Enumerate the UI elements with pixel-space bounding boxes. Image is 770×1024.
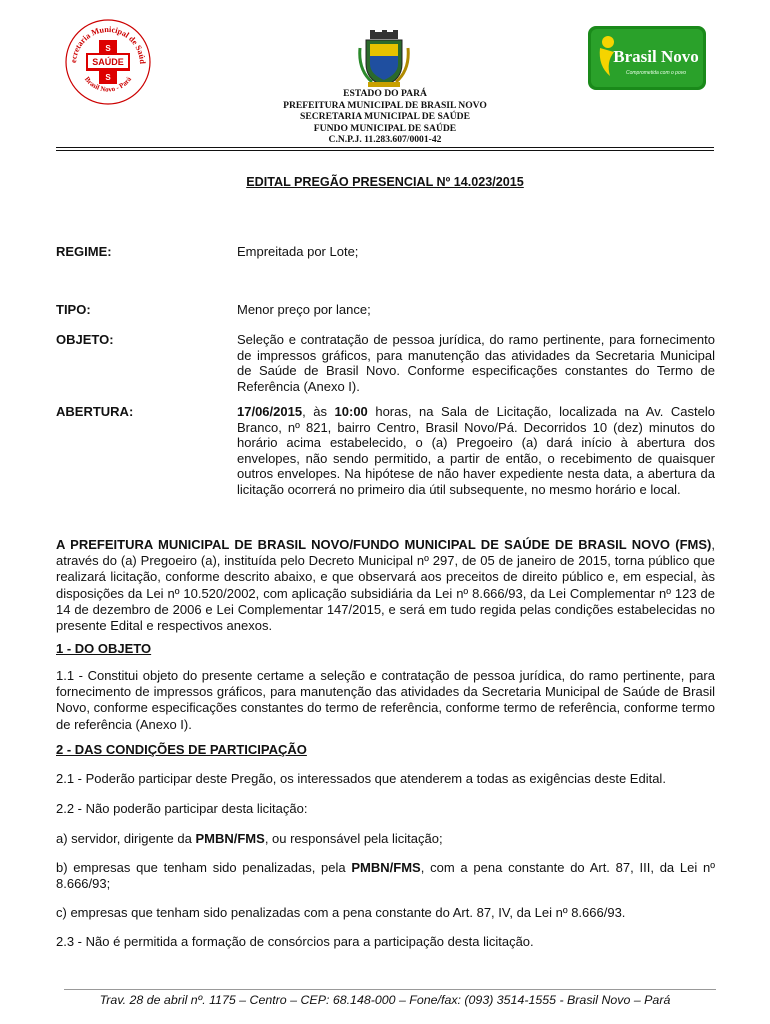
abertura-label: ABERTURA: (56, 404, 134, 419)
objeto-value: Seleção e contratação de pessoa jurídica, do ramo pertinente, para fornecimento de impressos gráficos, para manutenção das atividades da Secretaria Municipal de Saúde de Brasil Novo. Conforme especificações constantes do Termo de Referência (Anexo I). (237, 332, 715, 394)
tipo-value: Menor preço por lance; (237, 302, 371, 317)
footer-address: Trav. 28 de abril nº. 1175 – Centro – CEP: 68.148-000 – Fone/fax: (093) 3514-1555 - Brasil Novo – Pará (99, 993, 671, 1007)
regime-value: Empreitada por Lote; (237, 244, 359, 259)
brasil-novo-logo (588, 26, 706, 90)
svg-text:Brasil Novo - Pará: Brasil Novo - Pará (82, 75, 134, 94)
letterhead-line-cnpj: C.N.P.J. 11.283.607/0001-42 (328, 134, 442, 146)
svg-text:S: S (105, 44, 111, 53)
regime-label: REGIME: (56, 244, 112, 259)
objeto-label: OBJETO: (56, 332, 114, 347)
intro-text: , através do (a) Pregoeiro (a), instituída pelo Decreto Municipal nº 297, de 05 de janeiro de 2015, torna público que realizará licitação, conforme descrito abaixo, e que observará aos preceitos de direito público e, em especial, às disposições da Lei nº 10.520/2002, com aplicação subsidiária da Lei nº 8.666/93, da Lei Complementar nº 123 de 14 de dezembro de 2006 e Lei Complementar 147/2015, e será em tudo regida pelas condições estabelecidas no presente Edital e respectivos anexos. (56, 537, 715, 634)
header-divider-secondary (56, 150, 714, 151)
letterhead-line-secretariat: SECRETARIA MUNICIPAL DE SAÚDE (300, 111, 470, 123)
intro-paragraph (56, 537, 715, 634)
header-divider (56, 147, 714, 148)
document-title: EDITAL PREGÃO PRESENCIAL Nº 14.023/2015 (246, 175, 524, 189)
item-a-text-end: , ou responsável pela licitação; (264, 831, 443, 846)
footer-divider (64, 989, 716, 990)
section-2-2-a-paragraph (56, 831, 715, 847)
letterhead-line-state: ESTADO DO PARÁ (343, 88, 427, 99)
section-2-heading: 2 - DAS CONDIÇÕES DE PARTICIPAÇÃO (56, 742, 307, 757)
abertura-separator: , às (302, 404, 335, 419)
item-a-text: a) servidor, dirigente da (56, 831, 196, 846)
section-1-heading: 1 - DO OBJETO (56, 641, 152, 656)
svg-text:Comprometida com o povo: Comprometida com o povo (625, 70, 687, 76)
intro-entity: A PREFEITURA MUNICIPAL DE BRASIL NOVO/FUNDO MUNICIPAL DE SAÚDE DE BRASIL NOVO (FMS) (56, 537, 712, 552)
abertura-date: 17/06/2015 (237, 404, 303, 419)
letterhead-line-fund: FUNDO MUNICIPAL DE SAÚDE (313, 122, 457, 134)
item-b-text: b) empresas que tenham sido penalizadas, pela (56, 860, 352, 875)
section-2-2-c-paragraph: c) empresas que tenham sido penalizadas com a pena constante do Art. 87, IV, da Lei nº 8.666/93. (56, 905, 626, 920)
svg-text:Brasil Novo: Brasil Novo (613, 47, 699, 66)
section-2-1-paragraph: 2.1 - Poderão participar deste Pregão, os interessados que atenderem a todas as exigências deste Edital. (56, 771, 666, 786)
item-b-entity: PMBN/FMS (351, 860, 421, 875)
svg-text:Secretaria Municipal de Saúde: ecretaria Municipal de Saúd (68, 24, 148, 65)
item-b-text-end: , com a pena constante do Art. 87, III, da Lei nº 8.666/93; (56, 860, 715, 892)
section-2-3-paragraph: 2.3 - Não é permitida a formação de consórcios para a participação desta licitação. (56, 934, 534, 949)
section-2-2-paragraph: 2.2 - Não poderão participar desta licitação: (56, 801, 308, 816)
tipo-label: TIPO: (56, 302, 91, 317)
abertura-details: horas, na Sala de Licitação, localizada na Av. Castelo Branco, nº 821, bairro Centro, Brasil Novo/Pá. Decorridos 10 (dez) minutos do horário acima estabelecido, o (a) Pregoeiro (a) dará início à abertura dos envelopes, não sendo permitido, a partir de então, o recebimento de quaisquer outros envelopes. Na hipótese de não haver expediente nesta data, a abertura da licitação ocorrerá no primeiro dia útil subsequente, no mesmo horário e local. (237, 404, 715, 497)
item-a-entity: PMBN/FMS (195, 831, 265, 846)
abertura-value (237, 404, 715, 497)
municipal-coat-of-arms-logo (358, 30, 410, 88)
svg-text:SAÚDE: SAÚDE (92, 57, 124, 67)
section-2-2-b-paragraph (56, 860, 715, 892)
abertura-time: 10:00 (334, 404, 368, 419)
svg-text:S: S (105, 73, 111, 82)
letterhead (0, 88, 770, 146)
letterhead-line-prefecture: PREFEITURA MUNICIPAL DE BRASIL NOVO (283, 99, 487, 111)
section-1-1-paragraph: 1.1 - Constitui objeto do presente certame a seleção e contratação de pessoa jurídica, do ramo pertinente, para fornecimento de impressos gráficos, para manutenção das atividades da Secretaria Municipal de Saúde de Brasil Novo, conforme especificações constantes do termo de referência, conforme termo de referência, conforme termo de referência (Anexo I). (56, 668, 715, 732)
